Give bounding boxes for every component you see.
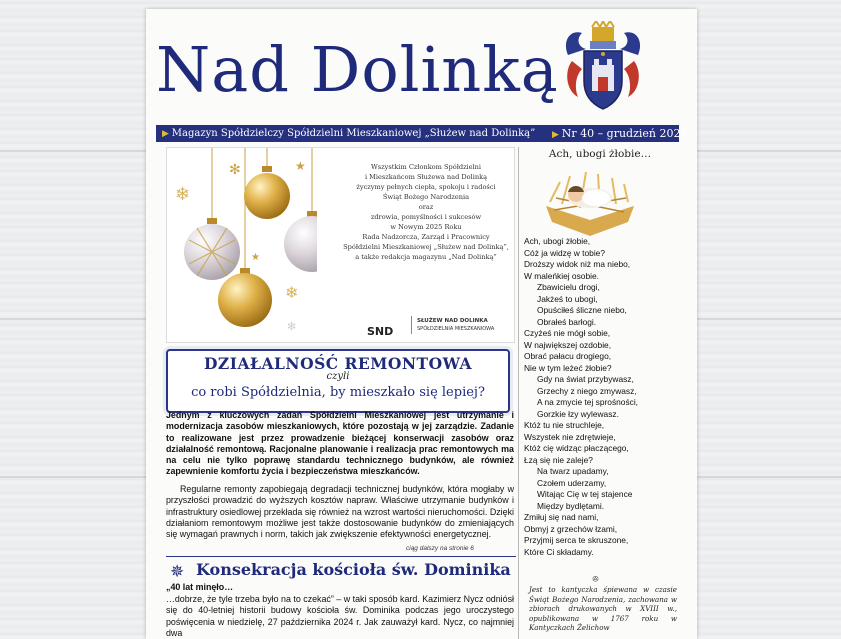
snowflake-icon: ✻ (229, 162, 241, 178)
article-headline-box (166, 349, 510, 413)
triangle-bullet-icon: ▶ (552, 130, 562, 140)
logo-divider (411, 316, 412, 334)
greeting-line: Rada Nadzorcza, Zarząd i Pracownicy (362, 233, 490, 241)
greeting-line: oraz (418, 203, 434, 211)
star-icon: ★ (295, 159, 306, 173)
carol-line: Czyżeś nie mógł sobie, (524, 328, 611, 338)
greeting-line: Spółdzielni Mieszkaniowej „Służew nad Dolinką”, (343, 243, 509, 251)
article2-quote: „40 lat minęło… (166, 582, 234, 592)
ornament-star-icon: ✵ (170, 562, 185, 582)
article-subtitle: co robi Spółdzielnia, by mieszkało się lepiej? (191, 385, 485, 400)
carol-title: Ach, ubogi żłobie… (548, 148, 652, 160)
christmas-baubles-illustration (167, 148, 317, 342)
triangle-bullet-icon: ▶ (162, 129, 172, 139)
carol-line: Jakżeś to ubogi, (537, 293, 598, 304)
logo-line: SŁUŻEW NAD DOLINKA (417, 318, 488, 324)
greeting-line: Świąt Bożego Narodzenia (382, 193, 470, 201)
magazine-subtitle: ▶ Magazyn Spółdzielczy Spółdzielni Mieszkaniowej „Służew nad Dolinką” (162, 128, 536, 139)
greeting-line: zdrowia, pomyślności i sukcesów (370, 213, 482, 221)
carol-line: Któż cię widząc płaczącego, (524, 443, 629, 453)
greeting-line: w Nowym 2025 Roku (390, 223, 462, 231)
carol-line: Łzą się nie zaleje? (524, 454, 593, 465)
carol-line: Między bydlętami. (537, 500, 605, 511)
greeting-line: a także redakcja magazynu „Nad Dolinką” (355, 253, 497, 261)
article-paragraph: Regularne remonty zapobiegają degradacji technicznej budynków, która mogłaby w przyszłości prowadzić do wyższych kosztów napraw. Właściwe utrzymanie budynków i infrastruktury osiedlowej przekłada się również na wzrost wartości nieruchomości. Dzięki działaniom remontowym możliwe jest także dostosowanie budynków do zmieniających się wymagań prawnych i norm, takich jak zwiększenie efektywności energetycznej. (166, 484, 514, 540)
coat-of-arms-icon (562, 21, 644, 113)
continued-note: ciąg dalszy na stronie 6 (406, 545, 474, 552)
carol-line: Zmiłuj się nad nami, (524, 512, 599, 522)
carol-line: Opuściłeś śliczne niebo, (537, 305, 627, 315)
carol-line: Grzechy z niego zmywasz, (537, 385, 637, 396)
article-title-czyli: czyli (326, 371, 350, 382)
magazine-page (146, 9, 697, 639)
carol-line: Obrać pałacu drogiego, (524, 351, 612, 361)
carol-line: Na twarz upadamy, (537, 466, 609, 476)
carol-line: Wszystek nie zdrętwieje, (524, 431, 616, 442)
snowflake-icon: ❄ (175, 184, 191, 205)
carol-line: Które Ci składamy. (524, 546, 594, 557)
carol-line: W największej ozdobie, (524, 339, 612, 350)
logo-mark: SND (367, 325, 394, 338)
carol-lyrics (524, 236, 694, 558)
carol-line: Gdy na świat przybywasz, (537, 374, 634, 384)
carol-line: Witając Cię w tej stajence (537, 489, 633, 499)
logo-line: SPÓŁDZIELNIA MIESZKANIOWA (417, 326, 495, 332)
carol-line: Cóż ja widzę w tobie? (524, 247, 605, 258)
magazine-title: Nad Dolinką (156, 33, 559, 106)
carol-line: Zbawicielu drogi, (537, 282, 600, 292)
carol-line: Droższy widok niż ma niebo, (524, 259, 631, 269)
cooperative-logo (367, 318, 495, 339)
carol-line: Nie w tym leżeć żłobie? (524, 362, 612, 373)
column-divider (518, 147, 519, 639)
carol-line: Ach, ubogi żłobie, (524, 236, 591, 246)
nativity-manger-illustration (540, 162, 640, 237)
greeting-line: Wszystkim Członkom Spółdzielni (370, 163, 482, 171)
issue-number: ▶ Nr 40 – grudzień 2024 (552, 127, 688, 140)
greeting-line: i Mieszkańcom Służewa nad Dolinką (364, 173, 488, 181)
issue-banner (156, 125, 688, 142)
article2-title: Konsekracja kościoła św. Dominika (196, 560, 511, 579)
carol-line: A na zmycie tej sprośności, (537, 397, 639, 407)
carol-line: Gorzkie łzy wylewasz. (537, 408, 619, 419)
snowflake-icon: ❄ (285, 283, 299, 302)
carol-line: Obmyj z grzechów łzami, (524, 523, 618, 534)
article-lead: Jednym z kluczowych zadań Spółdzielni Mieszkaniowej jest utrzymanie i modernizacja zasobów mieszkaniowych, które pozostają w jej zarządzie. Zadanie to realizowane jest przez prowadzenie bieżącej konserwacji zasobów oraz działalność remontową. Racjonalne planowanie i realizacja prac remontowych ma na celu nie tylko poprawę standardu technicznego budynków, ale również zapewnienie komfortu życia i bezpieczeństwa mieszkańców. (166, 410, 514, 477)
carol-line: Czołem uderzamy, (537, 477, 607, 488)
article2-paragraph: …dobrze, że tyle trzeba było na to czekać” – w taki sposób kard. Kazimierz Nycz odniósł się do 40-letniej historii budowy kościoła św. Dominika podczas jego uroczystego poświęcenia w niedzielę, 27 października 2024 r. Jak zauważył kard. Nycz, co najmniej dwa (166, 594, 514, 638)
article-title: DZIAŁALNOŚĆ REMONTOWA (203, 354, 473, 373)
christmas-greeting-card (166, 147, 515, 343)
carol-line: W maleńkiej osobie. (524, 270, 599, 281)
ornament-icon: ꔮ (592, 575, 600, 585)
section-divider (166, 556, 516, 557)
carol-line: Przyjmij serca te skruszone, (524, 535, 629, 545)
star-icon: ★ (251, 252, 260, 263)
carol-line: Któż tu nie struchleje, (524, 420, 605, 430)
carol-line: Obrałeś barłogi. (537, 316, 597, 327)
snowflake-icon: ✻ (287, 320, 297, 333)
carol-footnote: Jest to kantyczka śpiewana w czasie Świąt Bożego Narodzenia, zachowana w zbiorach drukowanych w XVIII w., opublikowana w 1767 roku w Kantyczkach Żelichow (529, 585, 677, 633)
greeting-text (333, 162, 519, 262)
greeting-line: życzymy pełnych ciepła, spokoju i radości (356, 183, 496, 191)
